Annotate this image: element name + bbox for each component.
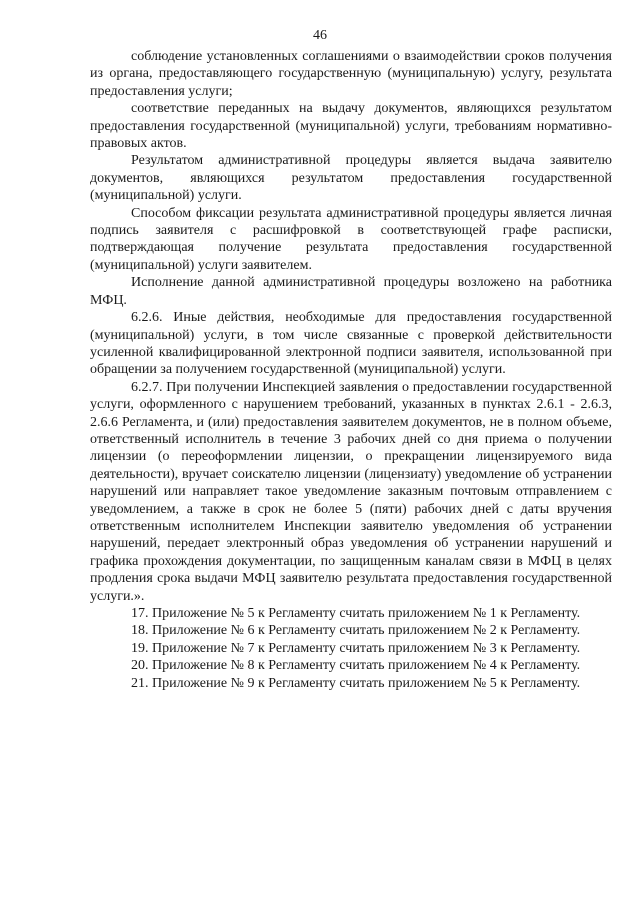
paragraph: Исполнение данной административной процедуры возложено на работника МФЦ. bbox=[90, 275, 612, 308]
paragraph: соблюдение установленных соглашениями о взаимодействии сроков получения из органа, предоставляющего государственную (муниципальную) услугу, результата предоставления услуги; bbox=[90, 49, 612, 99]
paragraph: Результатом административной процедуры является выдача заявителю документов, являющихся результатом предоставления государственной (муниципальной) услуги. bbox=[90, 153, 612, 204]
paragraph: 17. Приложение № 5 к Регламенту считать приложением № 1 к Регламенту. bbox=[131, 606, 581, 621]
paragraph: 6.2.6. Иные действия, необходимые для предоставления государственной (муниципальной) услуги, в том числе связанные с проверкой действительности усиленной квалифицированной электронной подписи заявителя, использованной при обращении за получением государственной (муниципальной) услуги. bbox=[90, 310, 612, 378]
paragraph: 20. Приложение № 8 к Регламенту считать приложением № 4 к Регламенту. bbox=[131, 658, 581, 674]
paragraph: 18. Приложение № 6 к Регламенту считать приложением № 2 к Регламенту. bbox=[131, 623, 581, 639]
paragraph: 21. Приложение № 9 к Регламенту считать приложением № 5 к Регламенту. bbox=[131, 675, 581, 691]
paragraph: соответствие переданных на выдачу документов, являющихся результатом предоставления государственной (муниципальной) услуги, требованиям нормативно-правовых актов. bbox=[90, 101, 612, 152]
paragraph: Способом фиксации результата административной процедуры является личная подпись заявителя с расшифровкой в соответствующей графе расписки, подтверждающая получение результата предоставления государственной (муниципальной) услуги заявителем. bbox=[90, 205, 612, 273]
paragraph: 19. Приложение № 7 к Регламенту считать приложением № 3 к Регламенту. bbox=[131, 640, 581, 656]
page-number: 46 bbox=[313, 28, 327, 43]
document-body bbox=[90, 48, 612, 692]
paragraph: 6.2.7. При получении Инспекцией заявления о предоставлении государственной услуги, оформленного с нарушением требований, указанных в пунктах 2.6.1 - 2.6.3, 2.6.6 Регламента, и (или) предоставления заявителем документов, не в полном объеме, ответственный исполнитель в течение 3 рабочих дней со дня приема о получении лицензии (о переоформлении лицензии, о прекращении лицензируемого вида деятельности), вручает соискателю лицензии (лицензиату) уведомление об устранении нарушений или направляет такое уведомление заказным почтовым отправлением с уведомлением, а также в срок не более 5 (пяти) рабочих дней с даты вручения ответственным исполнителем Инспекции заявителю уведомления об устранении нарушений, передает электронный образ уведомления об устранении нарушений и графика прохождения документации, по защищенным каналам связи в МФЦ в целях продления срока выдачи МФЦ заявителю результата предоставления государственной услуги.». bbox=[90, 379, 612, 604]
